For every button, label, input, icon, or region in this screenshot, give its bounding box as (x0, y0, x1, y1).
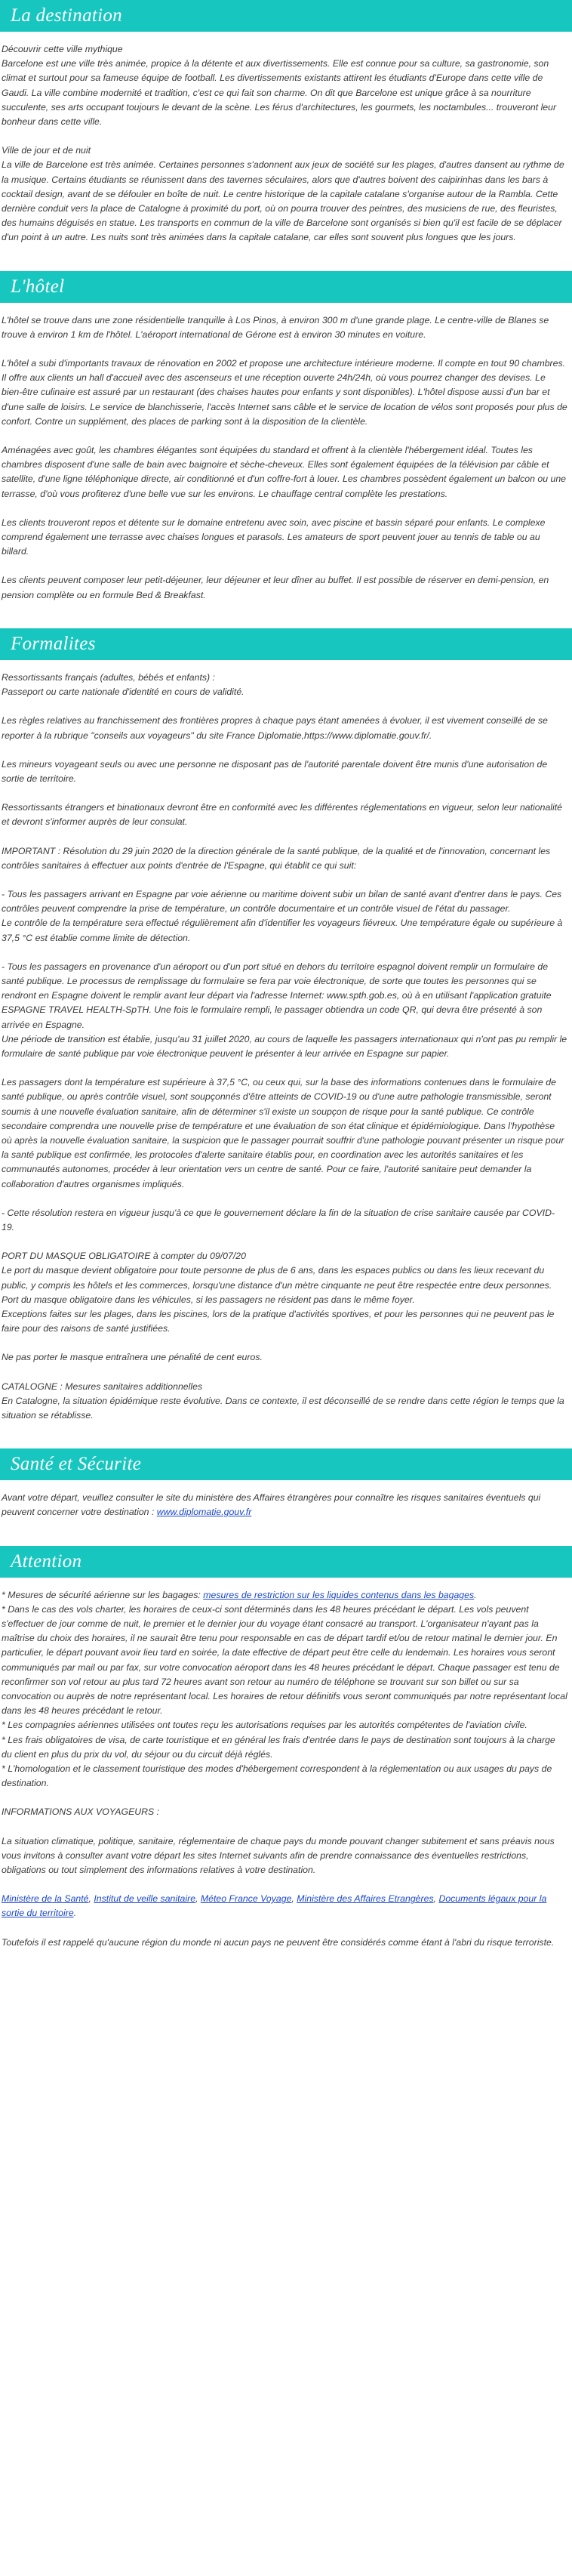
paragraph: IMPORTANT : Résolution du 29 juin 2020 de la direction générale de la santé publique, de la qualité et de l'innovation, concernant les contrôles sanitaires à effectuer aux points d'entrée de l'Espagne, qui établit ce qui suit: (2, 845, 551, 871)
section-title: La destination (11, 5, 122, 26)
paragraph (2, 1491, 567, 1519)
paragraph-text: Avant votre départ, veuillez consulter le site du ministère des Affaires étrangères pour connaître les risques sanitaires éventuels qui peuvent concerner votre destination : (2, 1492, 541, 1518)
section-hotel (0, 271, 572, 628)
paragraph: Ville de jour et de nuit La ville de Barcelone est très animée. Certaines personnes s'adonnent aux jeux de société sur les plages, d'autres dansent au rythme de la musique. Certains étudiants se réunissent dans des tavernes séculaires, alors que d'autres boivent des caipirinhas dans les bars à cocktail design, avant de se défouler en boîte de nuit. Le centre historique de la capitale catalane s'organise autour de la Rambla. Cette dernière conduit vers la place de Catalogne à proximité du port, où on pourra trouver des peintres, des musiciens de rue, des fleuristes, des humains déguisés en statue. Les transports en commun de la ville de Barcelone sont organisés si bien qu'il est facile de se déplacer d'un point à un autre. Les nuits sont très animées dans la capitale catalane, car elles sont souvent plus longues que les jours. (2, 145, 564, 243)
section-header-attention (0, 1546, 572, 1578)
paragraph: Découvrir cette ville mythique Barcelone est une ville très animée, propice à la détente et aux divertissements. Elle est connue pour sa culture, sa gastronomie, son climat et surtout pour sa fameuse équipe de football. Les divertissements existants attirent les étudiants d'Europe dans cette ville de Gaudi. La ville combine modernité et tradition, c'est ce qui fait son charme. On dit que Barcelone est unique grâce à sa nourriture succulente, ses arts occupant toujours le devant de la scène. Les férus d'architectures, les gourmets, les noctambules... trouveront leur bonheur dans cette ville. (2, 44, 557, 128)
diplomatie-link[interactable]: www.diplomatie.gouv.fr (156, 1507, 252, 1518)
paragraph: PORT DU MASQUE OBLIGATOIRE à compter du 09/07/20 Le port du masque devient obligatoire pour toute personne de plus de 6 ans, dans les espaces publics ou dans les lieux recevant du public, y compris les hôtels et les commerces, lorsqu'une distance d'un mètre cinquante ne peut être respectée entre deux personnes. Port du masque obligatoire dans les véhicules, si les passagers ne résident pas dans le même foyer. Exceptions faites sur les plages, dans les piscines, lors de la pratique d'activités sportives, et pour les personnes qui ne peuvent pas le faire pour des raisons de santé justifiées. (2, 1251, 555, 1334)
section-title: Santé et Sécurite (11, 1454, 142, 1475)
section-body (0, 32, 572, 271)
paragraph-text: . (474, 1589, 477, 1600)
paragraph: Les règles relatives au franchissement des frontières propres à chaque pays étant amenées à évoluer, il est vivement conseillé de se reporter à la rubrique "conseils aux voyageurs" du site France Diplomatie,https://www.diplomatie.gouv.fr/. (2, 715, 548, 741)
veille-sanitaire-link[interactable]: Institut de veille sanitaire (94, 1893, 196, 1905)
paragraph: Les clients trouveront repos et détente sur le domaine entretenu avec soin, avec piscine et bassin séparé pour enfants. Le complexe comprend également une terrasse avec chaises longues et parasols. Les amateurs de sport peuvent jouer au tennis de table ou au billard. (2, 517, 546, 557)
paragraph: Ressortissants étrangers et binationaux devront être en conformité avec les différentes réglementations en vigueur, selon leur nationalité et devront s'informer auprès de leur consulat. (2, 802, 563, 828)
paragraph: INFORMATIONS AUX VOYAGEURS : (2, 1806, 160, 1818)
section-attention (0, 1546, 572, 1976)
sante-ministry-link[interactable]: Ministère de la Santé (2, 1893, 89, 1905)
paragraph: Aménagées avec goût, les chambres élégantes sont équipées du standard et offrent à la clientèle l'hébergement idéal. Toutes les chambres disposent d'une salle de bain avec baignoire et sèche-cheveux. Elles sont également équipées de la télévision par câble et satellite, d'une ligne téléphonique directe, air conditionné et d'un coffre-fort à louer. Les chambres possèdent également un balcon ou une terrasse, d'où vous profiterez d'une belle vue sur les environs. Le chauffage central complète les prestations. (2, 445, 567, 499)
paragraph: Ne pas porter le masque entraînera une pénalité de cent euros. (2, 1352, 263, 1363)
section-body (0, 1480, 572, 1545)
section-sante (0, 1448, 572, 1545)
paragraph: La situation climatique, politique, sanitaire, réglementaire de chaque pays du monde pouvant changer subitement et sans préavis nous vous invitons à consulter avant votre départ les sites Internet suivants afin de prendre connaissance des éventuelles restrictions, obligations ou tout simplement des informations relatives à votre destination. (2, 1835, 555, 1876)
section-header-destination (0, 0, 572, 32)
section-title: Attention (11, 1550, 82, 1572)
section-title: L'hôtel (11, 276, 65, 297)
section-header-sante (0, 1448, 572, 1480)
links-paragraph: Ministère de la Santé, Institut de veille sanitaire, Méteo France Voyage, Ministère des Affaires Etrangères, Documents légaux pour la sortie du territoire. (2, 1893, 547, 1919)
section-body (0, 660, 572, 1448)
paragraph: - Cette résolution restera en vigueur jusqu'à ce que le gouvernement déclare la fin de la situation de crise sanitaire causée par COVID-19. (2, 1207, 555, 1232)
section-formalites (0, 628, 572, 1448)
section-header-formalites (0, 628, 572, 660)
paragraph: Ressortissants français (adultes, bébés et enfants) : Passeport ou carte nationale d'identité en cours de validité. (2, 671, 244, 698)
paragraph: - Tous les passagers en provenance d'un aéroport ou d'un port situé en dehors du territoire espagnol doivent remplir un formulaire de santé publique. Le processus de remplissage du formulaire se fera par voie électronique, de sorte que toutes les personnes qui se rendront en Espagne doivent le remplir avant leur départ via l'adresse Internet: www.spth.gob.es, où à en utilisant l'application gratuite ESPAGNE TRAVEL HEALTH-SpTH. Une fois le formulaire rempli, le passager obtiendra un code QR, qui devra être présenté à son arrivée en Espagne. Une période de transition est établie, jusqu'au 31 juillet 2020, au cours de laquelle les passagers internationaux qui n'ont pas pu remplir le formulaire de santé publique par voie électronique peuvent le présenter à leur arrivée en Espagne sur papier. (2, 961, 567, 1059)
paragraph: L'hôtel a subi d'importants travaux de rénovation en 2002 et propose une architecture intérieure moderne. Il compte en tout 90 chambres. Il offre aux clients un hall d'accueil avec des ascenseurs et une réception ouverte 24h/24h, où vous pourrez changer des devises. Le bien-être culinaire est assuré par un restaurant (des chaises hautes pour enfants y sont disponibles). L'hôtel dispose aussi d'un bar et d'une salle de loisirs. Le service de blanchisserie, l'accès Internet sans câble et le service de location de vélos sont proposés pour plus de confort. Contre un supplément, des places de parking sont à la disposition de la clientèle. (2, 358, 567, 427)
paragraph: CATALOGNE : Mesures sanitaires additionnelles En Catalogne, la situation épidémique reste évolutive. Dans ce contexte, il est déconseillé de se rendre dans cette région le temps que la situation se rétablisse. (2, 1381, 564, 1421)
liquids-restriction-link[interactable]: mesures de restriction sur les liquides contenus dans les bagages (203, 1589, 475, 1600)
section-body (0, 1578, 572, 1976)
paragraph: L'hôtel se trouve dans une zone résidentielle tranquille à Los Pinos, à environ 300 m d'une grande plage. Le centre-ville de Blanes se trouve à environ 1 km de l'hôtel. L'aéroport international de Gérone est à environ 30 minutes en voiture. (2, 314, 549, 340)
section-title: Formalites (11, 633, 96, 654)
paragraph-text: * Mesures de sécurité aérienne sur les bagages: (2, 1589, 204, 1600)
paragraph: Les passagers dont la température est supérieure à 37,5 °C, ou ceux qui, sur la base des informations contenues dans le formulaire de santé publique, ou après contrôle visuel, sont soupçonnés d'être atteints de COVID-19 ou d'une autre pathologie transmissible, seront soumis à une nouvelle évaluation sanitaire, afin de déterminer s'il existe un soupçon de risque pour la santé publique. Ce contrôle secondaire comprendra une nouvelle prise de température et une évaluation de son état clinique et épidémiologique. Dans l'hypothèse où après la nouvelle évaluation sanitaire, la suspicion que le passager pourrait souffrir d'une pathologie pouvant présenter un risque pour la santé publique est confirmée, les protocoles d'alerte sanitaire établis pour, en coordination avec les autorités sanitaires et les communautés autonomes, procéder à leur orientation vers un centre de santé. Pour ce faire, l'autorité sanitaire peut demander la collaboration d'autres organismes impliqués. (2, 1077, 564, 1189)
paragraph: * Dans le cas des vols charter, les horaires de ceux-ci sont déterminés dans les 48 heures précédant le départ. Les vols peuvent s'effectuer de jour comme de nuit, le premier et le dernier jour du voyage étant consacré au transport. L'organisateur n'ayant pas la maîtrise du choix des horaires, il ne saurait être tenu pour responsable en cas de départ tardif et/ou de retour matinal le dernier jour. En particulier, le départ pouvant avoir lieu tard en soirée, la date effective de départ peut être celle du lendemain. Les horaires vous seront communiqués par mail ou par fax, sur votre convocation aéroport dans les 48 heures précédant le départ. Chaque passager est tenu de reconfirmer son vol retour au plus tard 72 heures avant son retour au numéro de téléphone se trouvant sur son billet ou sur sa convocation ou auprès de notre représentant local. Les horaires de retour définitifs vous seront communiqués par notre représentant local dans les 48 heures précédant le retour. * Les compagnies aériennes utilisées ont toutes reçu les autorisations requises par les autorités compétentes de l'aviation civile. * Les frais obligatoires de visa, de carte touristique et en général les frais d'entrée dans le pays de destination sont toujours à la charge du client en plus du prix du vol, du séjour ou du circuit déjà réglés. * L'homologation et le classement touristique des modes d'hébergement correspondent à la réglementation ou aux usages du pays de destination. (2, 1603, 567, 1789)
paragraph (2, 1588, 567, 1603)
section-body (0, 303, 572, 628)
section-header-hotel (0, 271, 572, 303)
meteo-france-link[interactable]: Méteo France Voyage (200, 1893, 292, 1905)
paragraph: - Tous les passagers arrivant en Espagne par voie aérienne ou maritime doivent subir un bilan de santé avant d'entrer dans le pays. Ces contrôles peuvent comprendre la prise de température, un contrôle documentaire et un contrôle visuel de l'état du passager. Le contrôle de la température sera effectué régulièrement afin d'identifier les voyageurs fiévreux. Une température égale ou supérieure à 37,5 °C est établie comme limite de détection. (2, 888, 563, 943)
affaires-etrangeres-link[interactable]: Ministère des Affaires Etrangères (297, 1893, 434, 1905)
documents-legaux-link[interactable]: Documents légaux pour la sortie du territoire (2, 1893, 547, 1919)
paragraph: Les clients peuvent composer leur petit-déjeuner, leur déjeuner et leur dîner au buffet. Il est possible de réserver en demi-pension, en pension complète ou en formule Bed & Breakfast. (2, 575, 549, 600)
paragraph: Toutefois il est rappelé qu'aucune région du monde ni aucun pays ne peuvent être considérés comme étant à l'abri du risque terroriste. (2, 1936, 555, 1948)
section-destination (0, 0, 572, 271)
paragraph: Les mineurs voyageant seuls ou avec une personne ne disposant pas de l'autorité parentale doivent être munis d'une autorisation de sortie de territoire. (2, 758, 548, 784)
